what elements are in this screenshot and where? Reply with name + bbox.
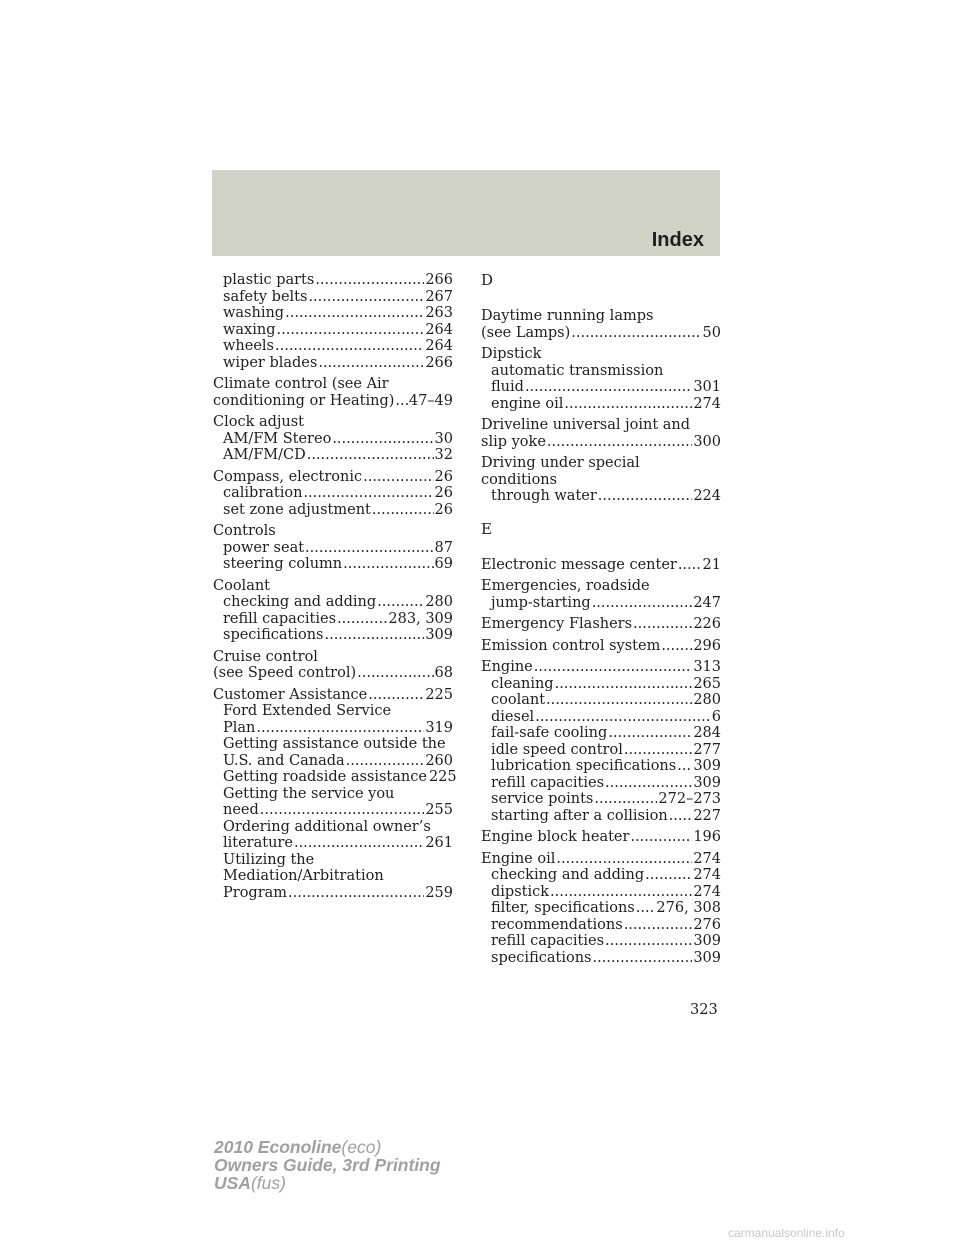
index-subentry-line <box>481 900 721 917</box>
dot-leader <box>363 469 433 486</box>
entry-page-ref: 274 <box>693 395 721 412</box>
dot-leader <box>275 338 424 355</box>
entry-text: checking and adding <box>491 867 645 883</box>
entry-text: Program <box>223 884 288 901</box>
index-entry <box>481 616 721 633</box>
index-subentry-line <box>213 272 453 289</box>
index-subentry-line <box>213 703 453 720</box>
index-subentry-line <box>213 736 453 753</box>
header-band <box>212 170 720 256</box>
entry-page-ref: 309 <box>693 933 721 949</box>
index-subentry-line <box>213 627 453 644</box>
index-subentry-line <box>213 485 453 502</box>
dot-leader <box>307 447 434 464</box>
index-entry <box>213 376 453 409</box>
index-entry-line <box>213 687 453 704</box>
dot-leader <box>624 742 692 759</box>
page-number: 323 <box>690 1002 718 1018</box>
index-entry-line <box>481 638 721 655</box>
entry-text: fail-safe cooling <box>491 725 608 741</box>
entry-text: need <box>223 802 259 818</box>
index-subentry-line <box>213 786 453 803</box>
entry-text: Electronic message center <box>481 556 677 573</box>
index-entry-line <box>481 851 721 868</box>
index-subentry-line <box>481 396 721 413</box>
dot-leader <box>285 305 424 322</box>
dot-leader <box>324 627 424 644</box>
index-entry <box>481 659 721 824</box>
index-subentry-line <box>213 802 453 819</box>
index-entry <box>481 851 721 967</box>
dot-leader <box>598 488 693 505</box>
index-entry <box>213 414 453 464</box>
entry-text: specifications <box>223 627 324 643</box>
index-subentry-line <box>481 917 721 934</box>
dot-leader <box>605 933 692 950</box>
entry-text: Getting roadside assistance <box>223 769 427 785</box>
dot-leader <box>661 638 692 655</box>
index-subentry-line <box>213 322 453 339</box>
dot-leader <box>294 835 424 852</box>
dot-leader <box>343 556 433 573</box>
entry-text: wheels <box>223 338 274 354</box>
entry-text: lubrication specifications <box>491 758 677 774</box>
dot-leader <box>346 753 425 770</box>
entry-text: jump-starting <box>491 594 591 611</box>
index-subentry-line <box>481 867 721 884</box>
entry-text: Climate control (see Air <box>213 376 389 392</box>
dot-leader <box>260 802 425 819</box>
entry-page-ref: 32 <box>434 447 453 463</box>
entry-page-ref: 226 <box>693 616 721 632</box>
entry-page-ref: 263 <box>425 305 453 321</box>
entry-page-ref: 284 <box>693 725 721 741</box>
entry-page-ref: 260 <box>425 752 453 769</box>
index-group-d <box>481 308 721 505</box>
entry-text: Mediation/Arbitration <box>223 868 384 884</box>
index-subentry-line <box>213 355 453 372</box>
index-entry-line <box>481 325 721 342</box>
dot-leader <box>594 791 657 808</box>
dot-leader <box>305 540 434 557</box>
index-entry <box>481 308 721 341</box>
dot-leader <box>332 431 433 448</box>
dot-leader <box>669 808 693 825</box>
dot-leader <box>525 379 692 396</box>
index-group-e <box>481 557 721 967</box>
entry-text: Engine block heater <box>481 829 630 845</box>
entry-text: steering column <box>223 556 343 572</box>
letter-heading-e: E <box>481 519 492 538</box>
dot-leader <box>368 687 424 704</box>
entry-page-ref: 309 <box>693 949 721 966</box>
dot-leader <box>357 665 433 682</box>
entry-page-ref: 277 <box>693 741 721 758</box>
index-entry-line <box>213 523 453 540</box>
entry-text: plastic parts <box>223 272 315 288</box>
index-subentry-line <box>213 819 453 836</box>
dot-leader <box>547 434 692 451</box>
footer-region-code: (fus) <box>250 1173 286 1193</box>
entry-text: AM/FM/CD <box>223 447 306 463</box>
dot-leader <box>608 725 692 742</box>
index-entry <box>481 638 721 655</box>
index-subentry-line <box>213 769 457 786</box>
index-column-left <box>213 272 457 906</box>
entry-text: power seat <box>223 539 305 556</box>
index-subentry-line <box>213 835 453 852</box>
dot-leader <box>337 611 387 628</box>
index-subentry-line <box>481 791 721 808</box>
entry-text: Utilizing the <box>223 851 315 868</box>
dot-leader <box>677 758 692 775</box>
entry-text: cleaning <box>491 675 554 692</box>
dot-leader <box>288 885 424 902</box>
entry-page-ref: 264 <box>425 321 453 338</box>
entry-text: (see Lamps) <box>481 324 571 341</box>
entry-page-ref: 26 <box>434 485 453 501</box>
index-subentry-line <box>213 594 453 611</box>
entry-page-ref: 50 <box>702 324 721 341</box>
index-subentry-line <box>213 305 453 322</box>
entry-text: service points <box>491 791 594 807</box>
entry-text: coolant <box>491 692 546 708</box>
entry-page-ref: 274 <box>693 883 721 900</box>
footer-model: 2010 Econoline <box>214 1137 342 1157</box>
index-subentry-line <box>213 502 453 519</box>
dot-leader <box>571 325 701 342</box>
dot-leader <box>630 829 692 846</box>
entry-page-ref: 280 <box>693 692 721 708</box>
entry-text: Engine oil <box>481 850 556 867</box>
index-subentry-line <box>481 692 721 709</box>
index-subentry-line <box>481 775 721 792</box>
dot-leader <box>592 595 693 612</box>
document-footer <box>214 1138 441 1192</box>
index-entry <box>481 346 721 412</box>
entry-page-ref: 26 <box>434 468 453 485</box>
index-subentry-line <box>213 753 453 770</box>
dot-leader <box>308 289 424 306</box>
index-entry-line <box>481 557 721 574</box>
entry-page-ref: 47–49 <box>408 392 453 409</box>
entry-page-ref: 283, 309 <box>388 610 453 627</box>
index-entry <box>481 829 721 846</box>
dot-leader <box>555 676 693 693</box>
index-entry-line <box>213 393 453 410</box>
index-subentry-line <box>481 709 721 726</box>
index-entry-line <box>481 659 721 676</box>
section-title: Index <box>651 229 704 251</box>
index-subentry-line <box>213 611 453 628</box>
entry-text: dipstick <box>491 883 550 900</box>
entry-page-ref: 267 <box>425 288 453 305</box>
index-entry <box>481 417 721 450</box>
entry-text: safety belts <box>223 288 308 305</box>
index-subentry-line <box>213 885 453 902</box>
index-subentry-line <box>481 884 721 901</box>
footer-guide: Owners Guide, 3rd Printing <box>214 1155 441 1175</box>
index-subentry-line <box>213 868 453 885</box>
index-subentry-line <box>213 447 453 464</box>
entry-page-ref: 280 <box>425 594 453 610</box>
index-entry <box>213 649 453 682</box>
entry-page-ref: 224 <box>693 488 721 504</box>
entry-text: refill capacities <box>491 774 605 791</box>
entry-text: Emergency Flashers <box>481 616 633 632</box>
entry-page-ref: 266 <box>425 354 453 371</box>
index-entry-line <box>481 308 721 325</box>
index-entry <box>213 686 457 902</box>
entry-text: Getting assistance outside the <box>223 736 446 752</box>
index-subentry-line <box>481 933 721 950</box>
dot-leader <box>624 917 693 934</box>
entry-page-ref: 274 <box>693 867 721 883</box>
footer-region: USA <box>214 1173 251 1193</box>
entry-page-ref: 68 <box>434 665 453 681</box>
index-subentry-line <box>213 540 453 557</box>
entry-text: washing <box>223 305 285 321</box>
index-entry-line <box>213 578 453 595</box>
entry-page-ref: 196 <box>693 829 721 845</box>
dot-leader <box>605 775 692 792</box>
entry-text: Clock adjust <box>213 414 305 430</box>
entry-text: waxing <box>223 321 276 338</box>
dot-leader <box>633 616 692 633</box>
entry-text: diesel <box>491 708 535 725</box>
entry-text: checking and adding <box>223 594 377 610</box>
entry-page-ref: 296 <box>693 637 721 654</box>
entry-text: Driving under special <box>481 455 640 471</box>
index-subentry-line <box>481 758 721 775</box>
footer-model-code: (eco) <box>341 1137 382 1157</box>
index-subentry-line <box>481 363 721 380</box>
entry-text: Driveline universal joint and <box>481 417 691 433</box>
dot-leader <box>377 594 424 611</box>
entry-text: (see Speed control) <box>213 665 357 681</box>
entry-page-ref: 276, 308 <box>656 900 721 916</box>
entry-text: Emission control system <box>481 637 661 654</box>
index-subentry-line <box>213 556 453 573</box>
entry-text: slip yoke <box>481 433 546 450</box>
entry-page-ref: 247 <box>693 594 721 611</box>
entry-page-ref: 69 <box>434 556 453 572</box>
dot-leader <box>256 720 424 737</box>
entry-page-ref: 21 <box>702 556 721 573</box>
entry-text: AM/FM Stereo <box>223 430 332 447</box>
index-entry <box>213 523 453 573</box>
index-subentry-line <box>481 742 721 759</box>
entry-page-ref: 276 <box>693 916 721 933</box>
index-subentry-line <box>213 289 453 306</box>
entry-text: Compass, electronic <box>213 468 363 485</box>
index-entry-line <box>481 578 721 595</box>
entry-text: idle speed control <box>491 741 623 758</box>
entry-page-ref: 309 <box>693 774 721 791</box>
index-entry <box>213 578 453 644</box>
dot-leader <box>535 709 711 726</box>
entry-text: conditioning or Heating) <box>213 392 395 409</box>
entry-text: fluid <box>491 379 524 395</box>
entry-page-ref: 309 <box>425 627 453 643</box>
index-entry-line <box>213 649 453 666</box>
entry-text: Emergencies, roadside <box>481 578 650 594</box>
index-entry <box>213 272 453 371</box>
entry-page-ref: 300 <box>693 433 721 450</box>
dot-leader <box>318 355 424 372</box>
entry-page-ref: 313 <box>693 659 721 675</box>
entry-page-ref: 301 <box>693 379 721 395</box>
entry-page-ref: 87 <box>434 539 453 556</box>
index-subentry-line <box>481 488 721 505</box>
entry-text: refill capacities <box>223 610 337 627</box>
dot-leader <box>592 950 692 967</box>
entry-text: Cruise control <box>213 648 318 665</box>
entry-page-ref: 6 <box>711 708 721 725</box>
index-entry-line <box>481 455 721 472</box>
entry-text: specifications <box>491 949 592 966</box>
entry-text: U.S. and Canada <box>223 752 345 769</box>
entry-text: Controls <box>213 523 276 539</box>
entry-page-ref: 266 <box>425 272 453 288</box>
entry-text: Dipstick <box>481 346 542 362</box>
entry-page-ref: 225 <box>428 769 457 785</box>
entry-text: refill capacities <box>491 933 605 949</box>
index-entry <box>481 578 721 611</box>
watermark: carmanualsonline.info <box>728 1226 845 1240</box>
entry-text: Daytime running lamps <box>481 308 654 324</box>
letter-heading-d: D <box>481 271 494 289</box>
index-subentry-line <box>481 379 721 396</box>
entry-text: Coolant <box>213 577 271 594</box>
index-entry-line <box>481 829 721 846</box>
entry-text: literature <box>223 835 293 851</box>
entry-text: Ford Extended Service <box>223 703 392 719</box>
entry-page-ref: 272–273 <box>658 791 721 807</box>
index-entry-line <box>481 472 721 489</box>
index-entry-line <box>481 417 721 434</box>
index-entry-line <box>213 376 453 393</box>
index-entry <box>213 469 453 519</box>
dot-leader <box>395 393 407 410</box>
index-subentry-line <box>481 808 721 825</box>
entry-text: wiper blades <box>223 354 318 371</box>
index-entry-line <box>481 616 721 633</box>
index-subentry-line <box>213 338 453 355</box>
dot-leader <box>277 322 425 339</box>
entry-page-ref: 319 <box>425 719 453 736</box>
dot-leader <box>534 659 693 676</box>
entry-page-ref: 30 <box>434 430 453 447</box>
index-subentry-line <box>213 852 453 869</box>
index-subentry-line <box>213 431 453 448</box>
entry-page-ref: 259 <box>425 884 453 901</box>
entry-text: filter, specifications <box>491 900 635 916</box>
entry-text: Plan <box>223 719 256 736</box>
index-entry-line <box>481 434 721 451</box>
dot-leader <box>546 692 692 709</box>
dot-leader <box>645 867 692 884</box>
entry-page-ref: 274 <box>693 850 721 867</box>
entry-text: Customer Assistance <box>213 686 368 703</box>
entry-page-ref: 261 <box>425 835 453 851</box>
index-entry <box>481 557 721 574</box>
entry-page-ref: 309 <box>693 758 721 774</box>
index-entry-line <box>481 346 721 363</box>
entry-page-ref: 255 <box>425 802 453 818</box>
entry-text: through water <box>491 488 597 504</box>
index-subentry-line <box>481 676 721 693</box>
index-subentry-line <box>481 595 721 612</box>
entry-text: recommendations <box>491 916 623 933</box>
entry-page-ref: 26 <box>434 501 453 518</box>
entry-text: automatic transmission <box>491 362 664 379</box>
entry-page-ref: 265 <box>693 675 721 692</box>
dot-leader <box>372 502 434 519</box>
index-entry-line <box>213 469 453 486</box>
entry-text: starting after a collision <box>491 807 668 824</box>
entry-text: engine oil <box>491 395 564 412</box>
dot-leader <box>678 557 702 574</box>
entry-text: Getting the service you <box>223 785 395 802</box>
dot-leader <box>303 485 433 502</box>
entry-page-ref: 264 <box>425 338 453 354</box>
dot-leader <box>315 272 424 289</box>
entry-text: Ordering additional owner’s <box>223 818 431 835</box>
index-subentry-line <box>481 725 721 742</box>
entry-text: set zone adjustment <box>223 501 371 518</box>
entry-text: calibration <box>223 485 303 501</box>
dot-leader <box>550 884 692 901</box>
index-subentry-line <box>481 950 721 967</box>
index-column-right <box>481 272 721 971</box>
dot-leader <box>636 900 656 917</box>
index-entry <box>481 455 721 505</box>
index-entry-line <box>213 665 453 682</box>
dot-leader <box>556 851 692 868</box>
entry-page-ref: 225 <box>425 686 453 703</box>
entry-text: Engine <box>481 659 533 675</box>
index-subentry-line <box>213 720 453 737</box>
entry-page-ref: 227 <box>693 807 721 824</box>
index-entry-line <box>213 414 453 431</box>
entry-text: conditions <box>481 471 558 488</box>
dot-leader <box>564 396 692 413</box>
